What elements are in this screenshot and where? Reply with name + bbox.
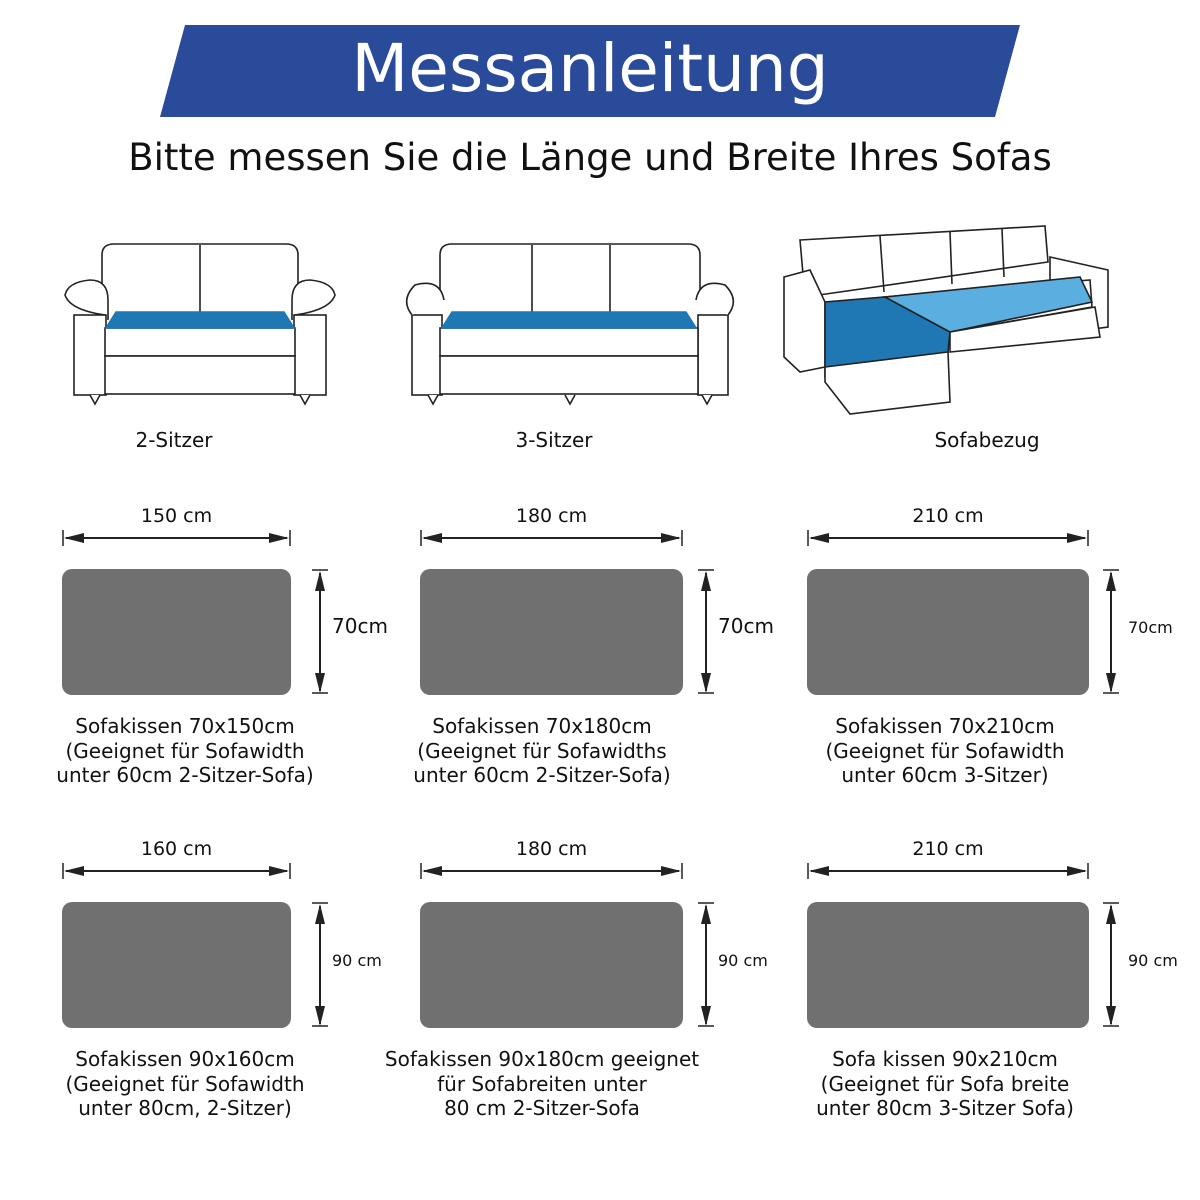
caption-line: (Geeignet für Sofawidth: [825, 738, 1065, 763]
caption-line: Sofakissen 70x180cm: [432, 714, 652, 738]
cushion-caption: [352, 714, 732, 788]
cushion-pad: [62, 902, 291, 1028]
caption-line: Sofakissen 90x160cm: [75, 1047, 295, 1071]
width-arrow: [807, 861, 1089, 881]
cushion-pad: [807, 902, 1089, 1028]
page-subtitle: Bitte messen Sie die Länge und Breite Ihres Sofas: [128, 136, 1052, 179]
page-title: Messanleitung: [351, 30, 829, 107]
depth-label: 90 cm: [332, 951, 382, 970]
width-arrow: [420, 861, 683, 881]
caption-line: (Geeignet für Sofawidths: [417, 738, 667, 763]
width-label: 210 cm: [912, 505, 984, 527]
caption-line: Sofakissen 90x180cm geeignet: [384, 1047, 700, 1071]
caption-line: unter 60cm 2-Sitzer-Sofa): [56, 763, 314, 787]
caption-line: (Geeignet für Sofawidth: [65, 1071, 305, 1096]
width-arrow: [62, 528, 291, 548]
width-label: 210 cm: [912, 838, 984, 860]
two-seater-sofa-illustration: [60, 240, 340, 410]
sofa-type-label: 2-Sitzer: [135, 428, 213, 452]
width-arrow: [807, 528, 1089, 548]
caption-line: 80 cm 2-Sitzer-Sofa: [444, 1096, 640, 1120]
cushion-caption: [0, 1047, 375, 1121]
width-label: 150 cm: [140, 505, 213, 527]
depth-label: 70cm: [718, 614, 774, 638]
sofa-type-label: Sofabezug: [934, 428, 1040, 452]
depth-label: 90 cm: [1128, 951, 1178, 970]
caption-line: Sofakissen 70x210cm: [835, 714, 1055, 738]
sectional-sofa-illustration: [780, 222, 1110, 417]
caption-line: Sofa kissen 90x210cm: [832, 1047, 1058, 1071]
width-label: 180 cm: [515, 505, 588, 527]
caption-line: unter 60cm 2-Sitzer-Sofa): [413, 763, 671, 787]
depth-label: 90 cm: [718, 951, 768, 970]
cushion-pad: [807, 569, 1089, 695]
width-label: 160 cm: [140, 838, 213, 860]
three-seater-sofa-illustration: [400, 240, 740, 410]
cushion-pad: [420, 569, 683, 695]
width-arrow: [420, 528, 683, 548]
cushion-pad: [62, 569, 291, 695]
sofa-type-label: 3-Sitzer: [515, 428, 593, 452]
cushion-caption: [755, 1047, 1135, 1121]
caption-line: Sofakissen 70x150cm: [75, 714, 295, 738]
depth-arrow: [696, 569, 716, 695]
caption-line: unter 80cm, 2-Sitzer): [78, 1096, 292, 1120]
caption-line: (Geeignet für Sofa breite: [820, 1071, 1070, 1096]
depth-arrow: [310, 569, 330, 695]
depth-arrow: [310, 902, 330, 1028]
cushion-caption: [755, 714, 1135, 788]
cushion-caption: [0, 714, 375, 788]
depth-arrow: [696, 902, 716, 1028]
caption-line: unter 80cm 3-Sitzer Sofa): [816, 1096, 1074, 1120]
width-arrow: [62, 861, 291, 881]
depth-arrow: [1101, 902, 1121, 1028]
caption-line: für Sofabreiten unter: [437, 1071, 647, 1096]
depth-label: 70cm: [1128, 618, 1173, 637]
cushion-caption: [352, 1047, 732, 1121]
caption-line: (Geeignet für Sofawidth: [65, 738, 305, 763]
width-label: 180 cm: [515, 838, 588, 860]
caption-line: unter 60cm 3-Sitzer): [841, 763, 1049, 787]
cushion-pad: [420, 902, 683, 1028]
depth-label: 70cm: [332, 614, 388, 638]
depth-arrow: [1101, 569, 1121, 695]
